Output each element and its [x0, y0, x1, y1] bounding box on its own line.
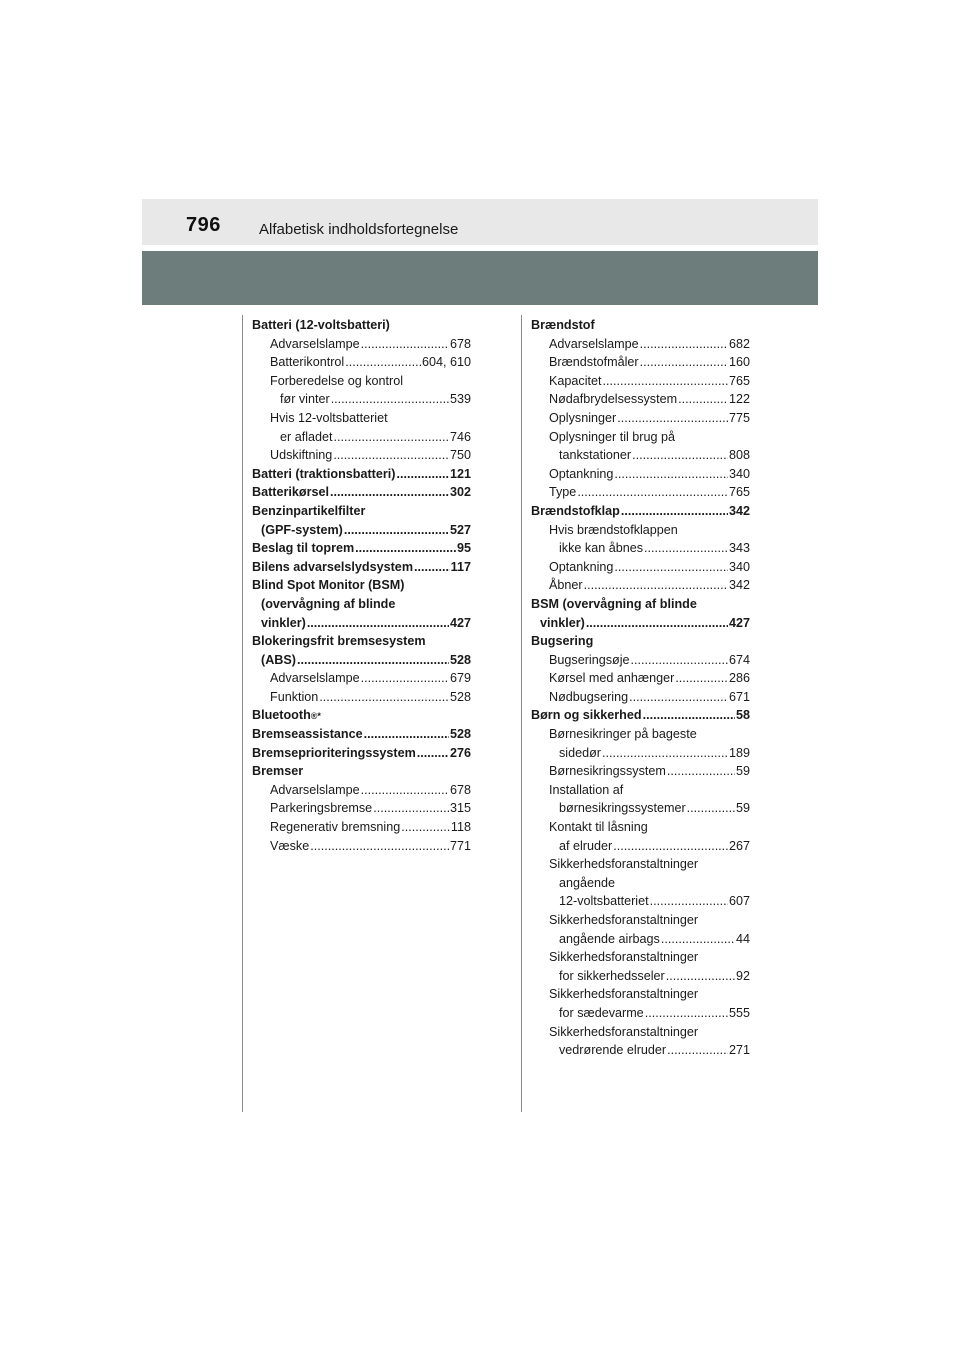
dot-leader	[334, 428, 449, 447]
index-entry-text: Bluetooth	[252, 708, 311, 723]
index-entry-text: Blokeringsfrit bremsesystem	[252, 634, 426, 649]
index-entry	[252, 558, 471, 577]
index-entry-text: angående airbags	[559, 931, 660, 946]
index-entry-text: for sædevarme	[559, 1005, 644, 1020]
index-entry-text: Bremseprioriteringssystem	[252, 745, 416, 760]
index-entry	[531, 837, 750, 856]
index-page-ref[interactable]: 765	[728, 485, 750, 500]
index-entry	[252, 521, 471, 540]
index-entry-text: vinkler)	[540, 615, 585, 630]
index-page-ref[interactable]: 678	[449, 782, 471, 797]
header-band	[142, 199, 818, 245]
index-page-ref[interactable]: 775	[728, 410, 750, 425]
index-entry: Bluetooth ®*	[252, 706, 471, 725]
index-entry	[531, 595, 750, 614]
index-page-ref[interactable]: 315	[449, 801, 471, 816]
index-entry-text: Nødbugsering	[549, 689, 629, 704]
index-page-ref[interactable]: 160	[728, 355, 750, 370]
index-page-ref[interactable]: 342	[728, 503, 750, 518]
dot-leader	[319, 688, 449, 707]
index-entry-text: Regenerativ bremsning	[270, 820, 401, 835]
index-entry	[252, 632, 471, 651]
page-number: 796	[186, 214, 221, 236]
index-entry-text: angående	[559, 875, 616, 890]
index-entry	[252, 316, 471, 335]
index-entry-text: Type	[549, 485, 577, 500]
index-entry-text: Bugseringsøje	[549, 652, 630, 667]
index-entry-text: Advarselslampe	[270, 336, 360, 351]
index-entry	[252, 744, 471, 763]
index-entry	[252, 428, 471, 447]
index-page-ref[interactable]: 340	[728, 466, 750, 481]
index-entry	[531, 762, 750, 781]
index-entry-text: Funktion	[270, 689, 319, 704]
index-entry	[531, 669, 750, 688]
index-entry	[531, 465, 750, 484]
index-page-ref[interactable]: 607	[728, 894, 750, 909]
index-entry	[531, 409, 750, 428]
index-entry-text: sidedør	[559, 745, 601, 760]
index-entry-text: 12-voltsbatteriet	[559, 894, 649, 909]
index-page-ref[interactable]: 528	[449, 727, 471, 742]
index-entry-text: Nødafbrydelsessystem	[549, 392, 678, 407]
dot-leader	[644, 539, 728, 558]
index-entry-text: Sikkerhedsforanstaltninger	[549, 950, 699, 965]
index-entry	[531, 316, 750, 335]
index-entry-text: Hvis brændstofklappen	[549, 522, 678, 537]
index-entry-text: Børnesikringssystem	[549, 764, 666, 779]
index-entry	[252, 353, 471, 372]
index-entry-text: Beslag til toprem	[252, 541, 355, 556]
index-entry	[252, 818, 471, 837]
dot-leader	[345, 353, 421, 372]
index-entry	[531, 539, 750, 558]
index-entry	[531, 353, 750, 372]
index-entry	[252, 539, 471, 558]
index-entry-text: Optankning	[549, 466, 614, 481]
index-entry	[531, 390, 750, 409]
dot-leader	[361, 335, 449, 354]
index-entry-text: Batterikontrol	[270, 355, 345, 370]
index-entry	[252, 837, 471, 856]
index-page-ref[interactable]: 528	[449, 652, 471, 667]
index-entry-text: (overvågning af blinde	[261, 596, 396, 611]
index-entry-text: Sikkerhedsforanstaltninger	[549, 857, 699, 872]
index-entry	[531, 855, 750, 874]
dot-leader	[614, 465, 728, 484]
dot-leader	[650, 892, 728, 911]
index-page-ref[interactable]: 343	[728, 541, 750, 556]
index-entry-text: Sikkerhedsforanstaltninger	[549, 987, 699, 1002]
page-title: Alfabetisk indholdsfortegnelse	[259, 221, 459, 238]
index-entry	[531, 483, 750, 502]
index-entry	[531, 1041, 750, 1060]
index-entry	[531, 744, 750, 763]
index-page-ref[interactable]: 604, 610	[421, 355, 471, 370]
index-entry-text: af elruder	[559, 838, 613, 853]
dot-leader	[666, 967, 735, 986]
index-entry	[252, 446, 471, 465]
index-page-ref[interactable]: 59	[735, 764, 750, 779]
index-page-ref[interactable]: 121	[449, 466, 471, 481]
index-entry	[531, 892, 750, 911]
index-entry-text: Bilens advarselslydsystem	[252, 559, 414, 574]
index-page-ref[interactable]: 342	[728, 578, 750, 593]
index-page-ref[interactable]: 671	[728, 689, 750, 704]
index-entry	[531, 781, 750, 800]
dot-leader	[373, 799, 449, 818]
index-entry	[531, 372, 750, 391]
index-entry	[531, 502, 750, 521]
index-page-ref[interactable]: 267	[728, 838, 750, 853]
dot-leader	[629, 688, 728, 707]
index-entry	[531, 874, 750, 893]
dot-leader	[603, 372, 728, 391]
index-page-ref[interactable]: 527	[449, 522, 471, 537]
index-page-ref[interactable]: 679	[449, 671, 471, 686]
dot-leader	[586, 614, 728, 633]
index-entry	[252, 781, 471, 800]
index-entry	[531, 948, 750, 967]
index-entry-text: Bugsering	[531, 634, 594, 649]
index-page-ref[interactable]: 122	[728, 392, 750, 407]
index-page-ref[interactable]: 117	[450, 559, 471, 574]
index-entry	[531, 799, 750, 818]
index-entry-text: Bremseassistance	[252, 727, 363, 742]
index-entry	[252, 576, 471, 595]
index-entry	[531, 651, 750, 670]
index-entry	[531, 725, 750, 744]
index-entry	[531, 632, 750, 651]
index-page-ref[interactable]: 427	[449, 615, 471, 630]
index-entry-text: tankstationer	[559, 448, 632, 463]
index-column-left	[252, 316, 471, 855]
index-page-ref[interactable]: 95	[456, 541, 471, 556]
dot-leader	[361, 669, 449, 688]
index-entry-text: vinkler)	[261, 615, 306, 630]
index-entry-text: Optankning	[549, 559, 614, 574]
index-entry-text: Parkeringsbremse	[270, 801, 373, 816]
index-entry-text: Brændstof	[531, 318, 595, 332]
index-entry	[252, 595, 471, 614]
index-entry-text: Blind Spot Monitor (BSM)	[252, 578, 405, 593]
index-page-ref[interactable]: 771	[449, 838, 471, 853]
index-entry	[252, 651, 471, 670]
index-entry-text: Oplysninger	[549, 410, 617, 425]
dot-leader	[401, 818, 450, 837]
dot-leader	[361, 781, 449, 800]
dot-leader	[687, 799, 735, 818]
dot-leader	[621, 502, 728, 521]
index-entry-text: Batteri (12-voltsbatteri)	[252, 318, 390, 332]
index-entry-text: Væske	[270, 838, 310, 853]
index-entry	[531, 521, 750, 540]
index-entry-text: Børn og sikkerhed	[531, 708, 642, 723]
index-entry-text: (GPF-system)	[261, 522, 343, 537]
index-entry-text: er afladet	[280, 429, 333, 444]
index-entry-text: vedrørende elruder	[559, 1043, 667, 1058]
dot-leader	[631, 651, 728, 670]
index-entry-text: Hvis 12-voltsbatteriet	[270, 410, 388, 425]
dot-leader	[643, 706, 735, 725]
index-entry-text: Benzinpartikelfilter	[252, 503, 366, 518]
index-entry	[531, 558, 750, 577]
dot-leader	[330, 483, 449, 502]
index-entry	[531, 614, 750, 633]
index-page-ref[interactable]: 302	[449, 485, 471, 500]
index-page-ref[interactable]: 750	[449, 448, 471, 463]
index-page-ref[interactable]: 59	[735, 801, 750, 816]
index-entry-text: Installation af	[549, 782, 624, 797]
dot-leader	[613, 837, 728, 856]
index-entry	[252, 483, 471, 502]
index-entry	[252, 409, 471, 428]
index-entry	[252, 502, 471, 521]
index-entry	[252, 669, 471, 688]
index-entry-text: Batterikørsel	[252, 485, 329, 500]
index-entry-text: Brændstofklap	[531, 503, 620, 518]
dot-leader	[640, 353, 728, 372]
dot-leader	[661, 930, 735, 949]
dot-leader	[344, 521, 449, 540]
index-entry-text: Kontakt til låsning	[549, 820, 648, 835]
index-entry	[531, 335, 750, 354]
column-divider-middle	[521, 315, 522, 1112]
index-page-ref[interactable]: 271	[728, 1043, 750, 1058]
dot-leader	[396, 465, 449, 484]
index-entry-text: Advarselslampe	[270, 782, 360, 797]
index-entry	[252, 372, 471, 391]
index-page-ref[interactable]: 189	[728, 745, 750, 760]
index-page-ref[interactable]: 92	[735, 968, 750, 983]
index-entry-text: Advarselslampe	[549, 336, 639, 351]
index-entry-text: Kapacitet	[549, 373, 602, 388]
dot-leader	[602, 744, 728, 763]
dot-leader	[614, 558, 728, 577]
index-entry-text: Åbner	[549, 578, 583, 593]
index-entry-text: Børnesikringer på bageste	[549, 727, 697, 742]
index-column-right	[531, 316, 750, 1060]
index-entry-text: for sikkerhedsseler	[559, 968, 665, 983]
index-entry	[252, 465, 471, 484]
index-entry	[531, 706, 750, 725]
index-page-ref[interactable]: 44	[735, 931, 750, 946]
index-entry-text: Batteri (traktionsbatteri)	[252, 466, 396, 481]
dot-leader	[645, 1004, 728, 1023]
dot-leader	[667, 1041, 728, 1060]
index-entry-text: Brændstofmåler	[549, 355, 639, 370]
index-entry	[252, 762, 471, 781]
index-page-ref[interactable]: 808	[728, 448, 750, 463]
index-entry-text: børnesikringssystemer	[559, 801, 686, 816]
index-entry	[531, 1004, 750, 1023]
index-entry	[252, 390, 471, 409]
column-divider-left	[242, 315, 243, 1112]
dot-leader	[414, 558, 450, 577]
section-bar	[142, 251, 818, 305]
index-entry	[252, 725, 471, 744]
index-entry	[252, 335, 471, 354]
index-page-ref[interactable]: 427	[728, 615, 750, 630]
dot-leader	[417, 744, 449, 763]
dot-leader	[617, 409, 728, 428]
dot-leader	[310, 837, 449, 856]
index-entry	[252, 799, 471, 818]
index-entry	[531, 1023, 750, 1042]
index-entry-text: BSM (overvågning af blinde	[531, 596, 697, 611]
index-page-ref[interactable]: 118	[450, 820, 471, 835]
dot-leader	[667, 762, 735, 781]
index-entry-text: Forberedelse og kontrol	[270, 373, 404, 388]
dot-leader	[333, 446, 449, 465]
index-page-ref[interactable]: 276	[449, 745, 471, 760]
dot-leader	[331, 390, 449, 409]
index-page-ref[interactable]: 340	[728, 559, 750, 574]
dot-leader	[640, 335, 728, 354]
index-page-ref[interactable]: 678	[449, 336, 471, 351]
index-entry	[531, 967, 750, 986]
index-entry	[531, 576, 750, 595]
index-page-ref[interactable]: 555	[728, 1005, 750, 1020]
dot-leader	[577, 483, 728, 502]
index-entry-text: ikke kan åbnes	[559, 541, 644, 556]
dot-leader	[297, 651, 449, 670]
dot-leader	[678, 390, 728, 409]
index-entry-text: Bremser	[252, 764, 304, 779]
index-entry	[531, 985, 750, 1004]
index-entry-text: (ABS)	[261, 652, 296, 667]
dot-leader	[355, 539, 456, 558]
index-entry	[531, 688, 750, 707]
dot-leader	[632, 446, 728, 465]
dot-leader	[364, 725, 449, 744]
index-entry-text: Advarselslampe	[270, 671, 360, 686]
index-entry-text: Oplysninger til brug på	[549, 429, 676, 444]
dot-leader	[675, 669, 728, 688]
index-entry-text: Udskiftning	[270, 448, 333, 463]
index-entry-text: Sikkerhedsforanstaltninger	[549, 913, 699, 927]
index-page-ref[interactable]: 746	[449, 429, 471, 444]
index-entry	[531, 930, 750, 949]
index-page-ref[interactable]: 539	[449, 392, 471, 407]
index-page-ref[interactable]: 528	[449, 689, 471, 704]
index-entry	[531, 446, 750, 465]
index-page-ref[interactable]: 674	[728, 652, 750, 667]
index-entry	[531, 818, 750, 837]
index-entry	[531, 428, 750, 447]
index-entry	[252, 688, 471, 707]
index-entry-text: før vinter	[280, 392, 330, 407]
index-entry	[252, 614, 471, 633]
index-entry-text: Kørsel med anhænger	[549, 671, 675, 686]
index-page-ref[interactable]: 286	[728, 671, 750, 686]
index-entry	[531, 911, 750, 930]
dot-leader	[584, 576, 728, 595]
dot-leader	[307, 614, 449, 633]
index-page-ref[interactable]: 765	[728, 373, 750, 388]
index-page-ref[interactable]: 58	[735, 708, 750, 723]
index-entry-text: Sikkerhedsforanstaltninger	[549, 1024, 699, 1039]
index-page-ref[interactable]: 682	[728, 336, 750, 351]
